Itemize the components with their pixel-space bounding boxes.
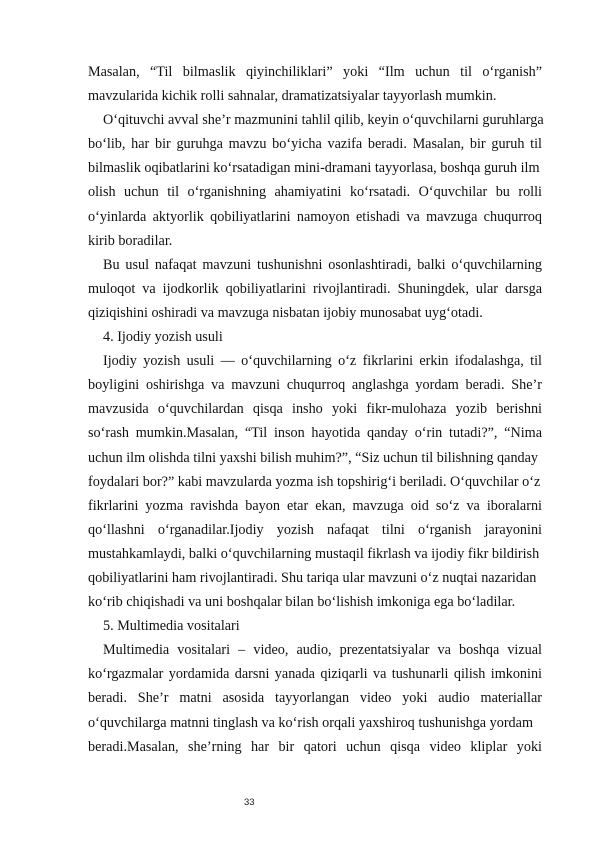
text-line: foydalari bor?” kabi mavzularda yozma ish topshirig‘i beriladi. O‘quvchilar o‘z (88, 473, 541, 490)
paragraph-start: Ijodiy yozish usuli — o‘quvchilarning o‘z fikrlarini erkin ifodalashga, til (103, 353, 542, 370)
text-line: beradi. She’r matni asosida tayyorlangan video yoki audio materiallar (88, 690, 542, 707)
text-line: mustahkamlaydi, balki o‘quvchilarning mustaqil fikrlash va ijodiy fikr bildirish (88, 545, 540, 562)
text-line: bo‘lib, har bir guruhga mavzu bo‘yicha vazifa beradi. Masalan, bir guruh til (88, 136, 542, 153)
text-line: mavzusida o‘quvchilardan qisqa insho yoki fikr-mulohaza yozib berishni (88, 401, 542, 418)
text-line: ko‘rgazmalar yordamida darsni yanada qiziqarli va tushunarli qilish imkonini (88, 666, 542, 683)
text-line: o‘yinlarda aktyorlik qobiliyatlarini namoyon etishadi va mavzuga chuqurroq (88, 208, 542, 225)
text-line: o‘quvchilarga matnni tinglash va ko‘rish orqali yaxshiroq tushunishga yordam (88, 714, 533, 731)
text-line: qo‘llashni o‘rganadilar.Ijodiy yozish nafaqat tilni o‘rganish jarayonini (88, 521, 542, 538)
text-line: boyligini oshirishga va mavzuni chuqurroq anglashga yordam beradi. She’r (88, 377, 542, 394)
text-line: olish uchun til o‘rganishning ahamiyatini ko‘rsatadi. O‘quvchilar bu rolli (88, 184, 542, 201)
page-number: 33 (244, 797, 255, 808)
text-line: uchun ilm olishda tilni yaxshi bilish muhim?”, “Siz uchun til bilishning qanday (88, 449, 539, 466)
text-line: mavzularida kichik rolli sahnalar, dramatizatsiyalar tayyorlash mumkin. (88, 88, 497, 105)
text-line: bilmaslik oqibatlarini ko‘rsatadigan mini-dramani tayyorlasa, boshqa guruh ilm (88, 160, 540, 177)
document-body (88, 60, 542, 759)
text-line: kirib boradilar. (88, 232, 173, 249)
text-line: muloqot va ijodkorlik qobiliyatlarini rivojlantiradi. Shuningdek, ular darsga (88, 280, 542, 297)
paragraph-start: Bu usul nafaqat mavzuni tushunishni osonlashtiradi, balki o‘quvchilarning (103, 256, 542, 273)
text-line: qobiliyatlarini ham rivojlantiradi. Shu tariqa ular mavzuni o‘z nuqtai nazaridan (88, 569, 537, 586)
text-line: fikrlarini yozma ravishda bayon etar ekan, mavzuga oid so‘z va iboralarni (88, 497, 542, 514)
paragraph-start: Multimedia vositalari – video, audio, prezentatsiyalar va boshqa vizual (103, 642, 542, 659)
paragraph-start: O‘qituvchi avval she’r mazmunini tahlil qilib, keyin o‘quvchilarni guruhlarga (103, 112, 544, 129)
text-line: qiziqishini oshiradi va mavzuga nisbatan ijobiy munosabat uyg‘otadi. (88, 304, 483, 321)
section-heading: 4. Ijodiy yozish usuli (103, 329, 223, 346)
section-heading: 5. Multimedia vositalari (103, 618, 240, 635)
text-line: Masalan, “Til bilmaslik qiyinchiliklari” yoki “Ilm uchun til o‘rganish” (88, 64, 542, 80)
text-line: ko‘rib chiqishadi va uni boshqalar bilan bo‘lishish imkoniga ega bo‘ladilar. (88, 594, 516, 611)
text-line: so‘rash mumkin.Masalan, “Til inson hayotida qanday o‘rin tutadi?”, “Nima (88, 425, 542, 442)
text-line: beradi.Masalan, she’rning har bir qatori uchun qisqa video kliplar yoki (88, 738, 542, 755)
